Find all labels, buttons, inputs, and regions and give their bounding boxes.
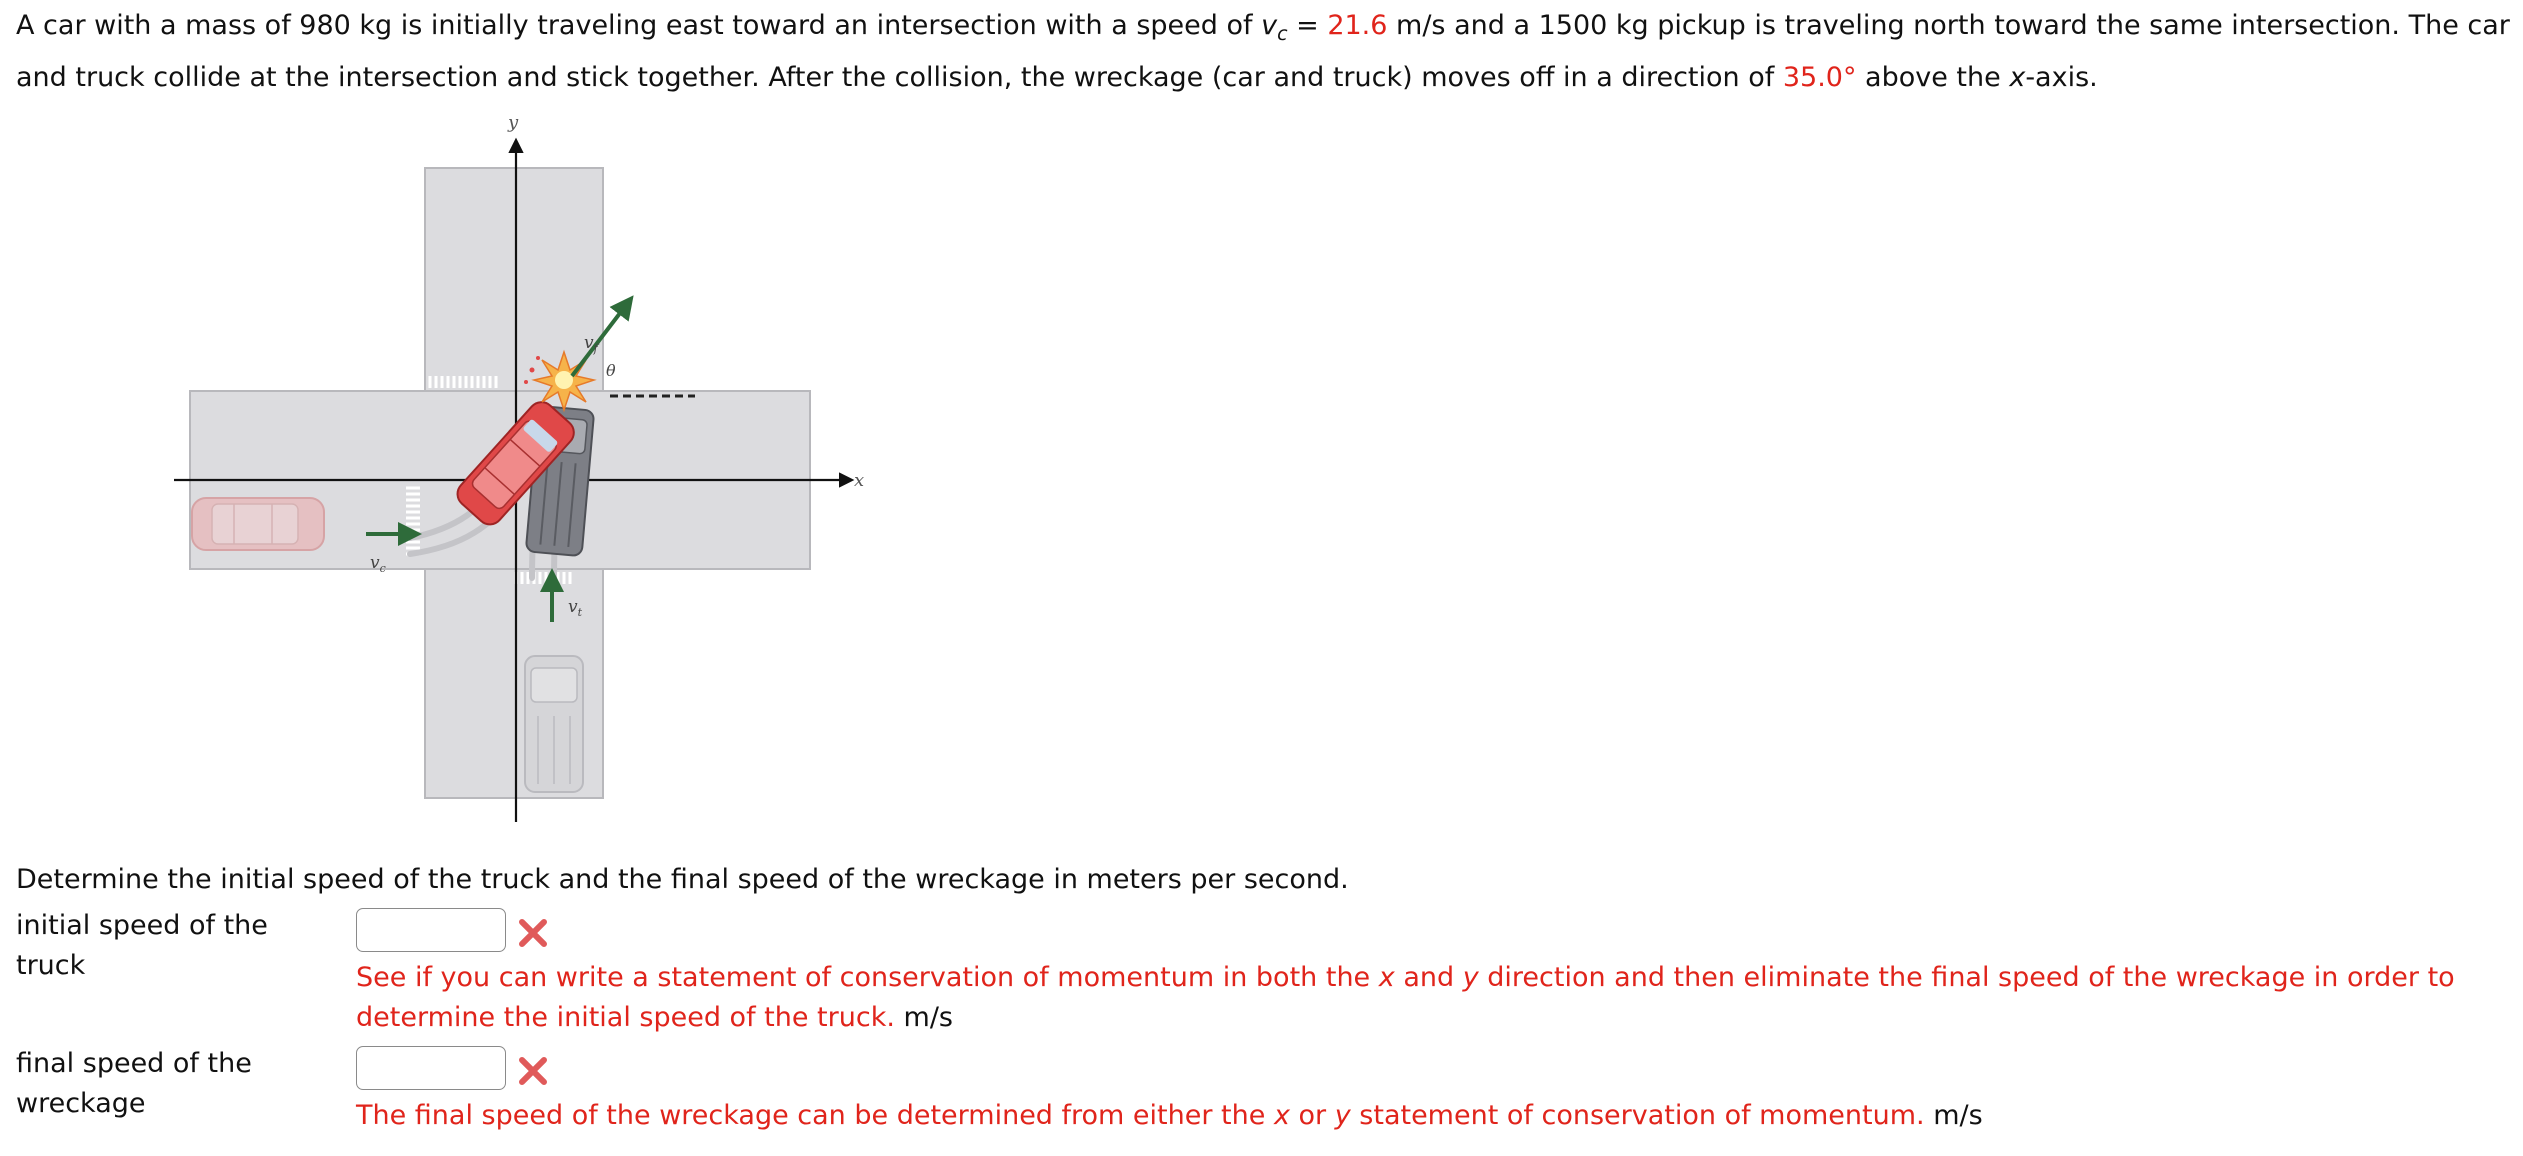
problem-statement <box>16 4 2516 100</box>
answer-row-initial-speed <box>16 906 2506 1036</box>
problem-text-4: -axis. <box>2025 62 2098 93</box>
x-axis-label: x <box>854 470 865 491</box>
initial-speed-label-line2: truck <box>16 950 86 981</box>
initial-speed-unit: m/s <box>903 1002 953 1033</box>
answer-row-final-speed <box>16 1044 2506 1144</box>
incorrect-x-icon <box>516 1054 550 1088</box>
problem-text-2: m/s and a 1500 kg pickup is traveling north toward the same intersection. The car and truck collide at the intersection and stick together. After the collision, the wreckage (car and truck) moves off in a direction of <box>16 10 2510 93</box>
car-initial-position <box>192 498 324 550</box>
final-speed-label-line2: wreckage <box>16 1088 146 1119</box>
initial-speed-label <box>16 906 296 986</box>
equals-sign: = <box>1287 10 1328 41</box>
question-text: Determine the initial speed of the truck and the final speed of the wreckage in meters per second. <box>16 864 1349 895</box>
vc-label: $v_c$ <box>370 553 386 575</box>
truck-initial-position <box>525 656 583 792</box>
vc-symbol: v <box>1261 10 1278 41</box>
problem-text-1: A car with a mass of 980 kg is initially traveling east toward an intersection with a speed of <box>16 10 1262 41</box>
x-axis-word: x <box>2009 62 2026 93</box>
final-speed-unit: m/s <box>1933 1100 1983 1131</box>
problem-text-3: above the <box>1856 62 2010 93</box>
initial-speed-hint: See if you can write a statement of conservation of momentum in both the x and y direction and then eliminate the final speed of the wreckage in order to determine the initial speed of the truck. m/s <box>356 962 2455 1033</box>
final-speed-label-line1: final speed of the <box>16 1048 252 1079</box>
final-speed-hint: The final speed of the wreckage can be determined from either the x or y statement of conservation of momentum. m/s <box>356 1100 1983 1131</box>
theta-label: θ <box>606 361 616 380</box>
angle-value: 35.0° <box>1782 62 1857 93</box>
vf-label: $v_f$ <box>584 333 598 355</box>
incorrect-x-icon <box>516 916 550 950</box>
vt-label: $v_t$ <box>568 597 583 619</box>
final-speed-input[interactable] <box>356 1046 506 1090</box>
initial-speed-input[interactable] <box>356 908 506 952</box>
initial-speed-label-line1: initial speed of the <box>16 910 268 941</box>
collision-diagram <box>160 108 880 828</box>
vc-subscript: c <box>1277 23 1288 45</box>
car-speed-value: 21.6 <box>1327 10 1388 41</box>
y-axis-label: y <box>508 112 519 133</box>
final-speed-label <box>16 1044 296 1124</box>
